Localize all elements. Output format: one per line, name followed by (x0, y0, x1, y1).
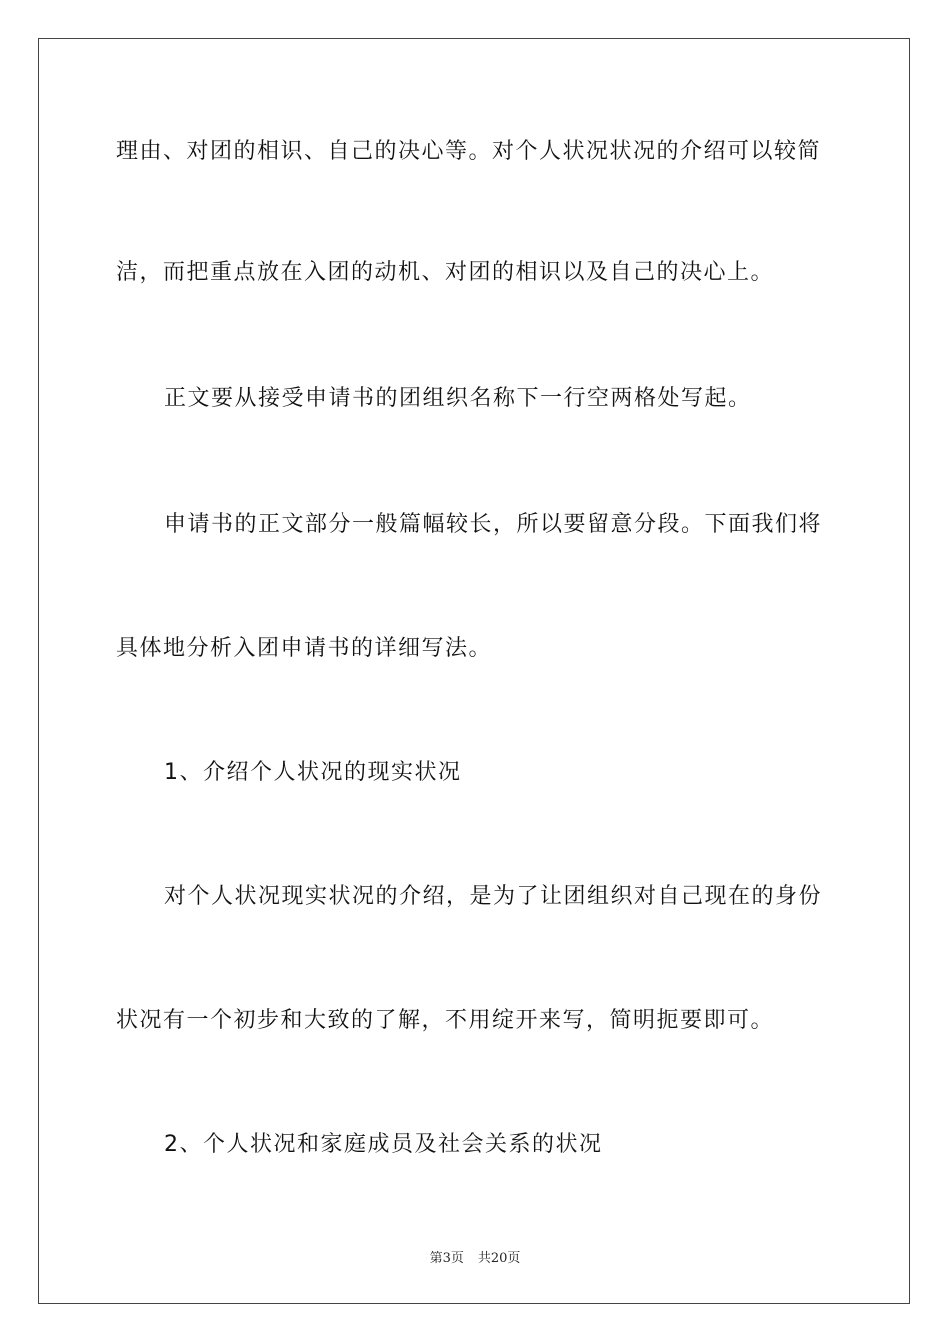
body-line-7: 对个人状况现实状况的介绍，是为了让团组织对自己现在的身份 (164, 884, 823, 909)
body-line-1: 理由、对团的相识、自己的决心等。对个人状况状况的介绍可以较简 (116, 139, 822, 164)
page-number: 第3页 (429, 1251, 464, 1266)
body-line-4: 申请书的正文部分一般篇幅较长，所以要留意分段。下面我们将 (164, 512, 823, 537)
page-total: 共20页 (477, 1251, 521, 1266)
body-line-8: 状况有一个初步和大致的了解，不用绽开来写，简明扼要即可。 (116, 1008, 775, 1033)
body-line-2: 洁，而把重点放在入团的动机、对团的相识以及自己的决心上。 (116, 260, 775, 285)
page-border (38, 38, 910, 1304)
body-line-5: 具体地分析入团申请书的详细写法。 (116, 636, 493, 661)
page-footer (0, 1247, 950, 1266)
section-heading-1: 1、介绍个人状况的现实状况 (164, 760, 462, 785)
section-heading-2: 2、个人状况和家庭成员及社会关系的状况 (164, 1132, 603, 1157)
body-line-3: 正文要从接受申请书的团组织名称下一行空两格处写起。 (164, 386, 752, 411)
